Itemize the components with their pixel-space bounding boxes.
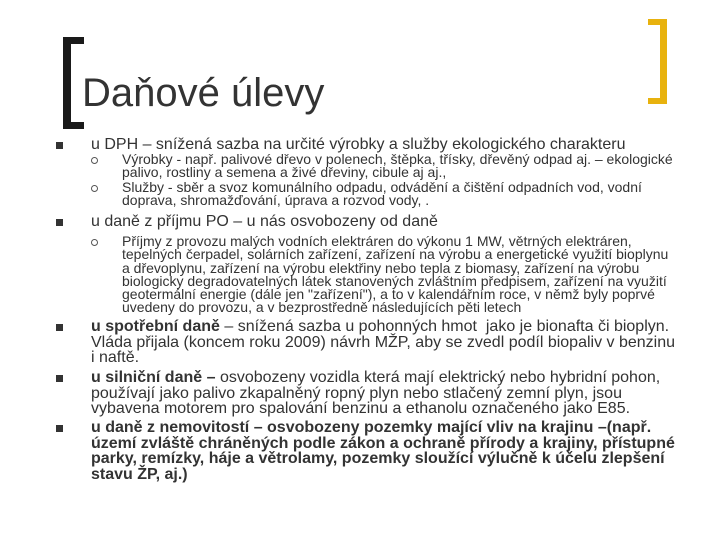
bullet-text-line: i naftě. (91, 349, 140, 366)
square-bullet-icon (56, 425, 63, 432)
bullet-text-line: parky, remízky, háje a větrolamy, pozemky sloužící výlučně k účelu zlepšení (91, 450, 665, 467)
bullet-text-line: u daně z příjmu PO – u nás osvobozeny od daně (91, 213, 438, 230)
sub-bullet-text-line: geotermální energie (dále jen "zařízení"), a to v kalendářním roce, v němž byly poprvé (122, 286, 655, 303)
sub-bullet-text-line: Služby - sběr a svoz komunálního odpadu, odvádění a čištění odpadních vod, vodní (122, 179, 642, 195)
bullet-property-tax (91, 420, 675, 482)
sub-bullet-text-line: tepelných čerpadel, solárních zařízení, zařízení na výrobu a energetické využití bioplynu (122, 246, 669, 263)
sub-bullet-income-exemptions (122, 235, 668, 315)
sub-bullet-text-line: Příjmy z provozu malých vodních elektráren do výkonu 1 MW, větrných elektráren, (122, 233, 632, 249)
circle-bullet-icon (91, 239, 98, 246)
sub-bullet-text-line: a dřevoplynu, zařízení na výrobu elektřiny nebo tepla z biomasy, zařízení na výrobu (122, 259, 640, 276)
bullet-text-line: vybavena motorem pro spalování benzinu a ethanolu označeného jako E85. (91, 400, 631, 417)
sub-bullet-text-line: biologicky degradovatelných látek stanovených zvláštním předpisem, zařízení na využití (122, 272, 667, 289)
bullet-text-line: u DPH – snížená sazba na určité výrobky a služby ekologického charakteru (91, 136, 626, 153)
bullet-text-line: Vláda přijala (koncem roku 2009) návrh MŽP, aby se zvedl podíl biopaliv v benzinu (91, 333, 676, 351)
square-bullet-icon (56, 324, 63, 331)
bullet-excise-tax (91, 319, 675, 366)
square-bullet-icon (56, 219, 63, 226)
sub-bullet-text-line: Výrobky - např. palivové dřevo v polenech, štěpka, třísky, dřevěný odpad aj. – ekologické (122, 151, 673, 167)
bullet-text-line: stavu ŽP, aj.) (91, 465, 188, 483)
circle-bullet-icon (91, 185, 98, 192)
sub-bullet-text-line: uvedeny do provozu, a v bezprostředně následujících pěti letech (122, 299, 522, 316)
sub-bullet-services (122, 181, 642, 208)
bullet-text-rest: – snížená sazba u pohonných hmot jako je bionafta či bioplyn. (224, 318, 670, 335)
bullet-lead-bold: u spotřební daně (91, 318, 220, 335)
circle-bullet-icon (91, 157, 98, 164)
square-bullet-icon (56, 142, 63, 149)
sub-bullet-products (122, 153, 673, 180)
bullet-text-rest: osvobozeny vozidla která mají elektrický nebo hybridní pohon, (219, 369, 661, 386)
slide-title: Daňové úlevy (82, 71, 325, 115)
bullet-road-tax (91, 370, 660, 417)
square-bullet-icon (56, 375, 63, 382)
bullet-text-line (91, 370, 660, 386)
bullet-lead-bold: u silniční daně – (91, 369, 216, 386)
bullet-text-line: území zvláště chráněných podle zákon a ochraně přírody a krajiny, přístupné (91, 434, 675, 452)
bullet-income-tax (91, 214, 438, 230)
left-bracket-decoration (63, 37, 84, 129)
bullet-text-line (91, 319, 675, 335)
sub-bullet-text-line: doprava, shromažďování, úprava a rozvod vody, . (122, 192, 430, 209)
sub-bullet-text-line: palivo, rostliny a semena a živé dřeviny, cibule aj aj., (122, 164, 447, 181)
right-bracket-decoration (648, 19, 667, 104)
bullet-text-line: používají jako palivo zkapalněný ropný plyn nebo stlačený zemní plyn, jsou (91, 384, 622, 402)
bullet-text-line: u daně z nemovitostí – osvobozeny pozemky mající vliv na krajinu –(např. (91, 419, 652, 436)
